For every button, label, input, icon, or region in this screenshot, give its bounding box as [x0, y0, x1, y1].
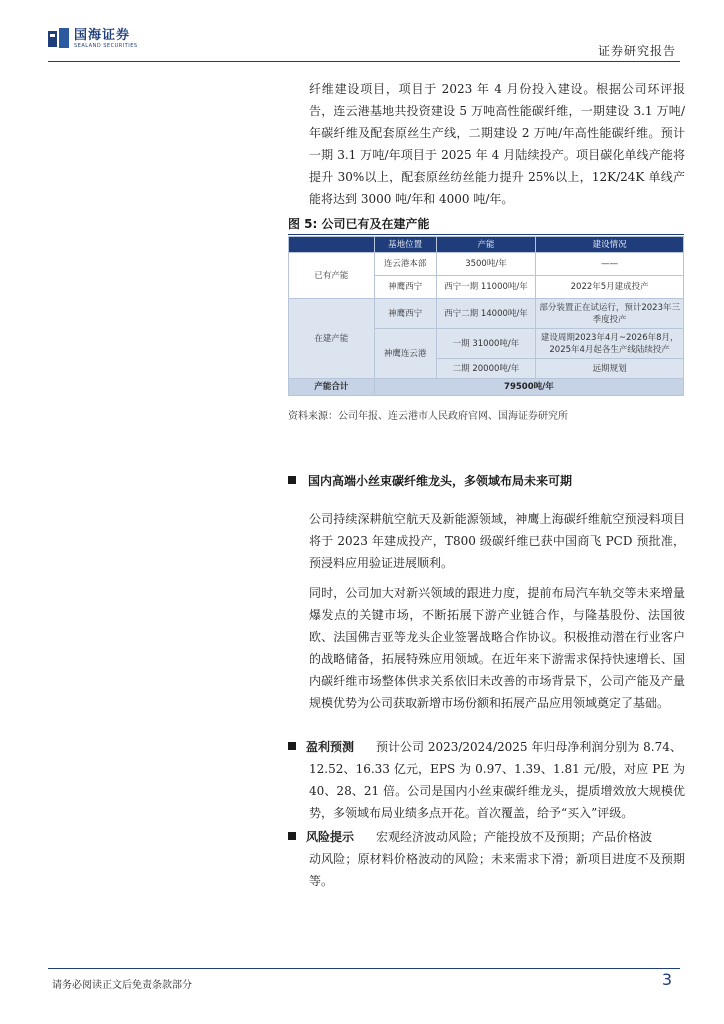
status-cell: 建设周期2023年4月~2026年8月，2025年4月起各生产线陆续投产: [536, 329, 684, 359]
status-cell: ——: [536, 253, 684, 276]
category-cell: 已有产能: [289, 253, 375, 299]
bullet-square-icon: [288, 476, 296, 484]
table-row: [289, 299, 684, 329]
table-row: [289, 253, 684, 276]
capacity-cell: 二期 20000吨/年: [436, 359, 536, 379]
report-type: 证券研究报告: [597, 44, 676, 58]
status-cell: 远期规划: [536, 359, 684, 379]
page-header: [48, 28, 680, 62]
status-cell: 部分装置正在试运行，预计2023年三季度投产: [536, 299, 684, 329]
figure-source: 资料来源：公司年报、连云港市人民政府官网、国海证券研究所: [288, 411, 568, 422]
profit-text-rest: 12.52、16.33 亿元，EPS 为 0.97、1.39、1.81 元/股，对应 PE 为 40、28、21 倍。公司是国内小丝束碳纤维龙头，提质增效放大规模优势，多领域布局业绩多点开花。首次覆盖，给予“买入”评级。: [309, 762, 685, 820]
section-paragraph: 同时，公司加大对新兴领域的跟进力度，提前布局汽车轨交等未来增量爆发点的关键市场，不断拓展下游产业链合作，与隆基股份、法国彼欧、法国佛吉亚等龙头企业签署战略合作协议。积极推动潜在行业客户的战略储备，拓展特殊应用领域。在近年来下游需求保持快速增长、国内碳纤维市场整体供求关系依旧未改善的市场背景下，公司产能及产量规模优势为公司获取新增市场份额和拓展产品应用领域奠定了基础。: [309, 586, 685, 710]
table-header-row: [289, 237, 684, 253]
risk-text-rest: 动风险；原材料价格波动的风险；未来需求下滑；新项目进度不及预期等。: [309, 852, 685, 888]
profit-forecast-block: [288, 736, 685, 824]
profit-label: 盈利预测: [306, 740, 355, 754]
category-cell: 在建产能: [289, 299, 375, 379]
section-paragraph: 公司持续深耕航空航天及新能源领域，神鹰上海碳纤维航空预浸料项目将于 2023 年建成投产，T800 级碳纤维已获中国商飞 PCD 预批准，预浸料应用验证进展顺利。: [309, 512, 685, 570]
bullet-square-icon: [288, 742, 296, 750]
risk-text-first: 宏观经济波动风险；产能投放不及预期；产品价格波: [376, 830, 653, 844]
capacity-cell: 西宁一期 11000吨/年: [436, 276, 536, 299]
footer-disclaimer: 请务必阅读正文后免责条款部分: [52, 980, 192, 991]
capacity-table: [288, 236, 684, 396]
figure-title: 图 5: 公司已有及在建产能: [288, 217, 430, 231]
page-number: 3: [661, 970, 672, 989]
intro-paragraph: 纤维建设项目，项目于 2023 年 4 月份投入建设。根据公司环评报告，连云港基地共投资建设 5 万吨高性能碳纤维，一期建设 3.1 万吨/年碳纤维及配套原丝生产线，二期建设 2 万吨/年高性能碳纤维。预计一期 3.1 万吨/年项目于 2025 年 4 月陆续投产。项目碳化单线产能将提升 30%以上，配套原丝纺丝能力提升 25%以上，12K/24K 单线产能将达到 3000 吨/年和 4000 吨/年。: [309, 82, 685, 206]
capacity-cell: 一期 31000吨/年: [436, 329, 536, 359]
company-logo: [48, 28, 138, 50]
table-header: 基地位置: [374, 237, 436, 253]
total-value: 79500吨/年: [374, 379, 683, 396]
section-heading: [288, 470, 572, 492]
logo-en-text: SEALAND SECURITIES: [74, 43, 138, 49]
capacity-cell: 西宁二期 14000吨/年: [436, 299, 536, 329]
table-header: 产能: [436, 237, 536, 253]
status-cell: 2022年5月建成投产: [536, 276, 684, 299]
bullet-square-icon: [288, 832, 296, 840]
logo-cn-text: 国海证券: [74, 28, 131, 43]
location-cell: 神鹰西宁: [374, 299, 436, 329]
table-header-blank: [289, 237, 375, 253]
risk-block: [288, 826, 685, 892]
location-cell: 神鹰西宁: [374, 276, 436, 299]
total-label: 产能合计: [289, 379, 375, 396]
table-header: 建设情况: [536, 237, 684, 253]
profit-text-first: 预计公司 2023/2024/2025 年归母净利润分别为 8.74、: [376, 740, 682, 754]
capacity-cell: 3500吨/年: [436, 253, 536, 276]
location-cell: 神鹰连云港: [374, 329, 436, 379]
logo-icon: [48, 28, 70, 50]
table-total-row: [289, 379, 684, 396]
footer-divider: [48, 968, 680, 969]
section-title: 国内高端小丝束碳纤维龙头，多领域布局未来可期: [308, 474, 573, 488]
risk-label: 风险提示: [306, 830, 355, 844]
figure-divider: [288, 234, 684, 235]
location-cell: 连云港本部: [374, 253, 436, 276]
